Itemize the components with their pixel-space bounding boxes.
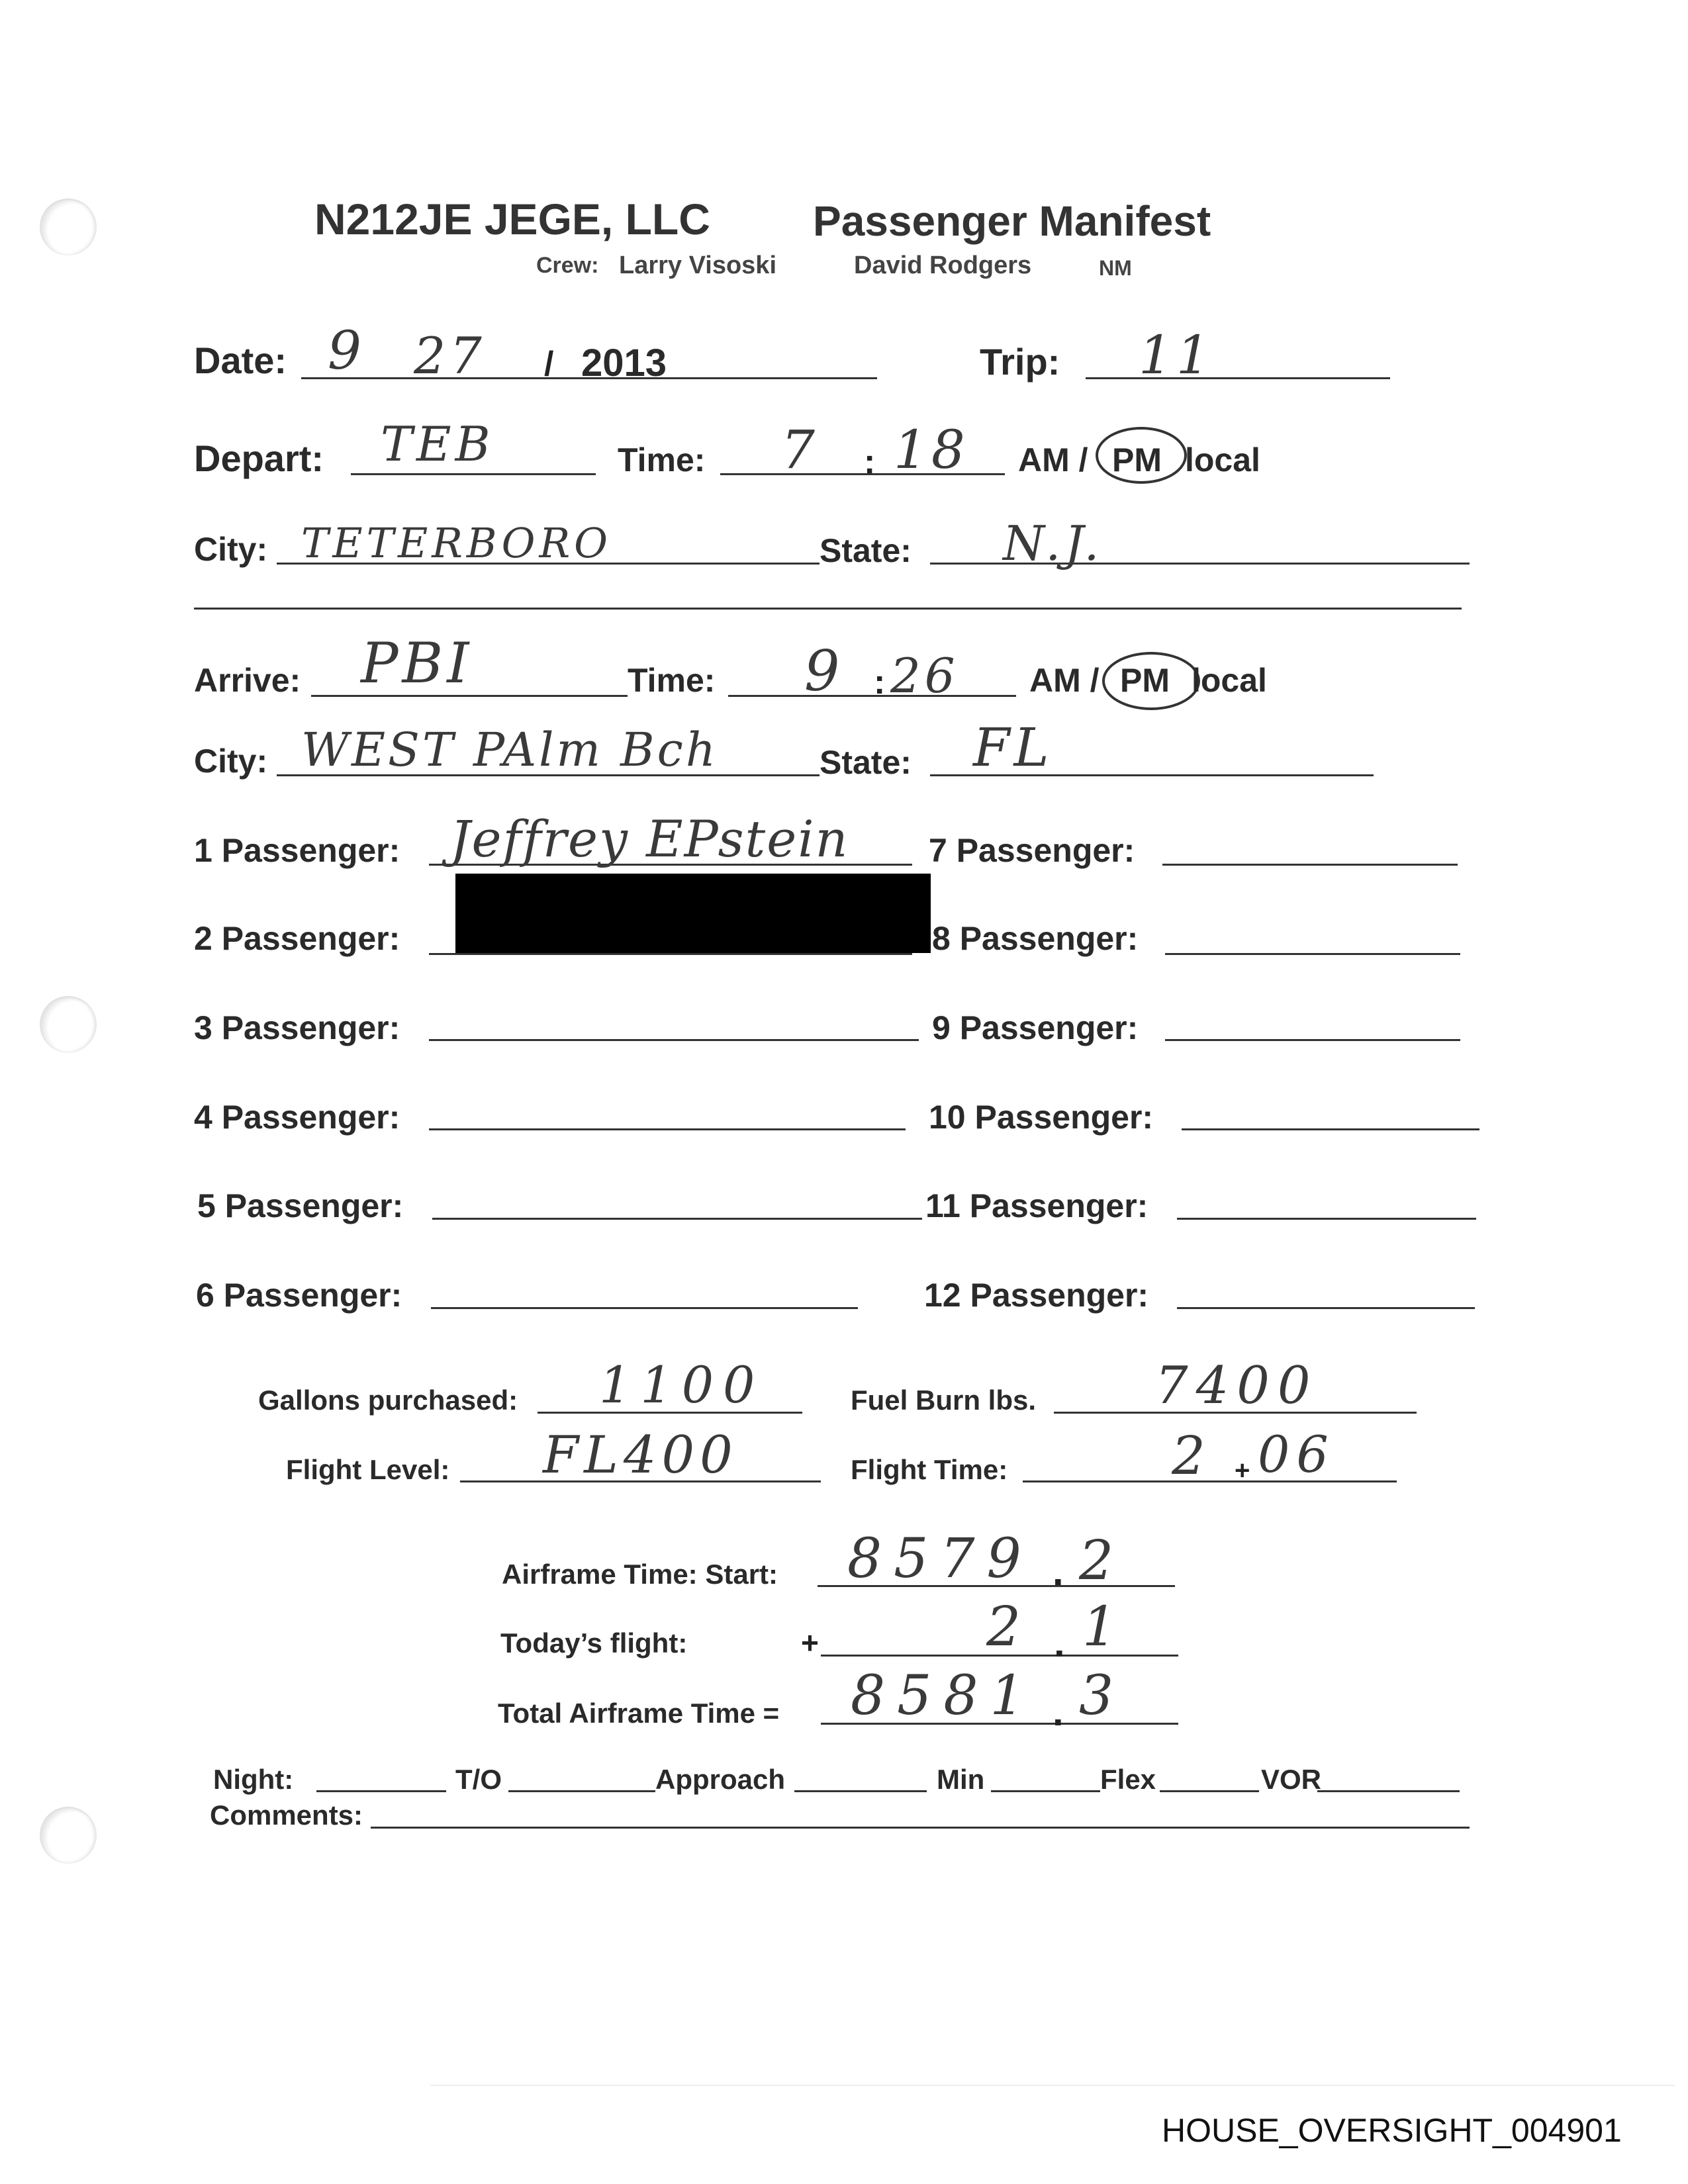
arrive-state-label: State: xyxy=(820,744,912,781)
arrive-minute: 26 xyxy=(890,648,959,704)
passenger-7-line xyxy=(1162,864,1458,866)
passenger-8-line xyxy=(1165,953,1460,955)
takeoff-label: T/O xyxy=(455,1764,502,1795)
depart-hour: 7 xyxy=(781,419,819,480)
depart-code: TEB xyxy=(381,416,494,472)
passenger-11-label: 11 Passenger: xyxy=(925,1187,1149,1224)
todays-flight-tenth: 1 xyxy=(1082,1596,1121,1659)
depart-time-label: Time: xyxy=(618,441,706,478)
passenger-5-label: 5 Passenger: xyxy=(197,1187,404,1224)
flight-time-minutes: 06 xyxy=(1258,1425,1335,1484)
passenger-3-line xyxy=(429,1039,919,1041)
depart-state-label: State: xyxy=(820,532,912,569)
depart-local-label: local xyxy=(1185,441,1260,478)
arrive-pm-label: PM xyxy=(1120,662,1170,699)
flex-label: Flex xyxy=(1100,1764,1156,1795)
depart-time-colon: : xyxy=(864,443,876,481)
min-line xyxy=(991,1790,1100,1792)
passenger-8-label: 8 Passenger: xyxy=(932,920,1139,957)
scan-edge-line xyxy=(430,2085,1675,2086)
gallons-value: 1100 xyxy=(599,1355,765,1414)
trip-label: Trip: xyxy=(980,341,1060,383)
passenger-10-label: 10 Passenger: xyxy=(929,1099,1154,1136)
flex-line xyxy=(1160,1790,1259,1792)
airframe-start-label: Airframe Time: Start: xyxy=(502,1559,778,1590)
total-airframe-dot: . xyxy=(1053,1690,1064,1734)
fuel-burn-value: 7400 xyxy=(1155,1356,1319,1416)
comments-label: Comments: xyxy=(210,1799,363,1831)
passenger-10-line xyxy=(1182,1128,1479,1130)
date-day: 27 xyxy=(414,326,486,385)
passenger-1-value: Jeffrey EPstein xyxy=(450,809,849,868)
todays-flight-label: Today’s flight: xyxy=(500,1627,688,1659)
depart-city-value: TETERBORO xyxy=(301,519,612,567)
arrive-code: PBI xyxy=(361,631,473,696)
airframe-start-whole: 8579 xyxy=(847,1527,1033,1590)
arrive-am-label: AM / xyxy=(1029,662,1100,699)
passenger-12-label: 12 Passenger: xyxy=(924,1277,1149,1314)
vor-line xyxy=(1317,1790,1460,1792)
date-year: 2013 xyxy=(581,341,667,385)
passenger-2-line xyxy=(429,953,912,955)
passenger-12-line xyxy=(1177,1307,1475,1309)
passenger-4-label: 4 Passenger: xyxy=(194,1099,400,1136)
min-label: Min xyxy=(937,1764,985,1795)
depart-minute: 18 xyxy=(894,419,969,480)
airframe-start-dot: . xyxy=(1053,1549,1064,1594)
arrive-state-value: FL xyxy=(973,717,1053,778)
depart-line xyxy=(351,473,596,475)
date-slash-2: / xyxy=(544,345,554,383)
night-label: Night: xyxy=(213,1764,294,1795)
crew-name-2: David Rodgers xyxy=(854,251,1032,279)
passenger-6-label: 6 Passenger: xyxy=(196,1277,402,1314)
approach-label: Approach xyxy=(655,1764,786,1795)
crew-name-3: NM xyxy=(1099,256,1132,280)
comments-line xyxy=(371,1827,1470,1829)
todays-flight-dot: . xyxy=(1054,1621,1065,1665)
passenger-9-line xyxy=(1165,1039,1460,1041)
binder-hole-middle xyxy=(40,996,97,1053)
arrive-time-label: Time: xyxy=(628,662,716,699)
flight-time-plus: + xyxy=(1235,1456,1250,1485)
arrive-city-label: City: xyxy=(194,743,268,780)
depart-state-value: N.J. xyxy=(1003,516,1103,571)
arrive-label: Arrive: xyxy=(194,662,301,699)
arrive-local-label: local xyxy=(1192,662,1267,699)
vor-label: VOR xyxy=(1261,1764,1322,1795)
takeoff-line xyxy=(508,1790,655,1792)
binder-hole-bottom xyxy=(40,1807,97,1864)
trip-value: 11 xyxy=(1139,324,1214,386)
total-airframe-whole: 8581 xyxy=(851,1664,1037,1727)
trip-line xyxy=(1086,377,1390,379)
passenger-4-line xyxy=(429,1128,906,1130)
flight-level-label: Flight Level: xyxy=(286,1454,450,1485)
flight-time-line xyxy=(1023,1480,1397,1482)
passenger-6-line xyxy=(431,1307,858,1309)
todays-flight-whole: 2 xyxy=(986,1596,1025,1659)
approach-line xyxy=(794,1790,927,1792)
date-month: 9 xyxy=(328,320,365,381)
airframe-start-tenth: 2 xyxy=(1079,1529,1118,1592)
crew-label: Crew: xyxy=(536,253,599,278)
depart-pm-label: PM xyxy=(1112,441,1162,478)
redaction-box xyxy=(455,874,931,953)
passenger-11-line xyxy=(1177,1218,1476,1220)
total-airframe-tenth: 3 xyxy=(1079,1664,1118,1727)
flight-time-label: Flight Time: xyxy=(851,1454,1008,1485)
gallons-label: Gallons purchased: xyxy=(258,1385,518,1416)
night-line xyxy=(316,1790,446,1792)
binder-hole-top xyxy=(40,199,97,255)
flight-level-value: FL400 xyxy=(543,1426,738,1485)
crew-name-1: Larry Visoski xyxy=(619,251,777,279)
section-divider xyxy=(194,608,1462,610)
passenger-7-label: 7 Passenger: xyxy=(929,832,1135,869)
arrive-hour: 9 xyxy=(804,639,844,704)
todays-flight-plus: + xyxy=(801,1625,819,1660)
depart-am-label: AM / xyxy=(1018,441,1088,478)
arrive-pm-circle xyxy=(1102,652,1200,710)
date-label: Date: xyxy=(194,340,287,381)
flight-time-hours: 2 xyxy=(1172,1425,1209,1486)
passenger-1-label: 1 Passenger: xyxy=(194,832,400,869)
arrive-time-colon: : xyxy=(874,663,886,702)
passenger-2-label: 2 Passenger: xyxy=(194,920,400,957)
passenger-5-line xyxy=(432,1218,922,1220)
depart-city-label: City: xyxy=(194,531,268,568)
passenger-9-label: 9 Passenger: xyxy=(932,1009,1139,1046)
company-title: N212JE JEGE, LLC xyxy=(314,195,710,244)
fuel-burn-label: Fuel Burn lbs. xyxy=(851,1385,1037,1416)
arrive-time-line xyxy=(728,695,1016,697)
form-title: Passenger Manifest xyxy=(813,197,1211,245)
passenger-3-label: 3 Passenger: xyxy=(194,1009,400,1046)
bates-number: HOUSE_OVERSIGHT_004901 xyxy=(1162,2112,1622,2149)
arrive-city-value: WEST PAlm Bch xyxy=(301,723,718,777)
depart-label: Depart: xyxy=(194,437,324,479)
depart-pm-circle xyxy=(1096,427,1187,484)
total-airframe-label: Total Airframe Time = xyxy=(498,1698,780,1729)
